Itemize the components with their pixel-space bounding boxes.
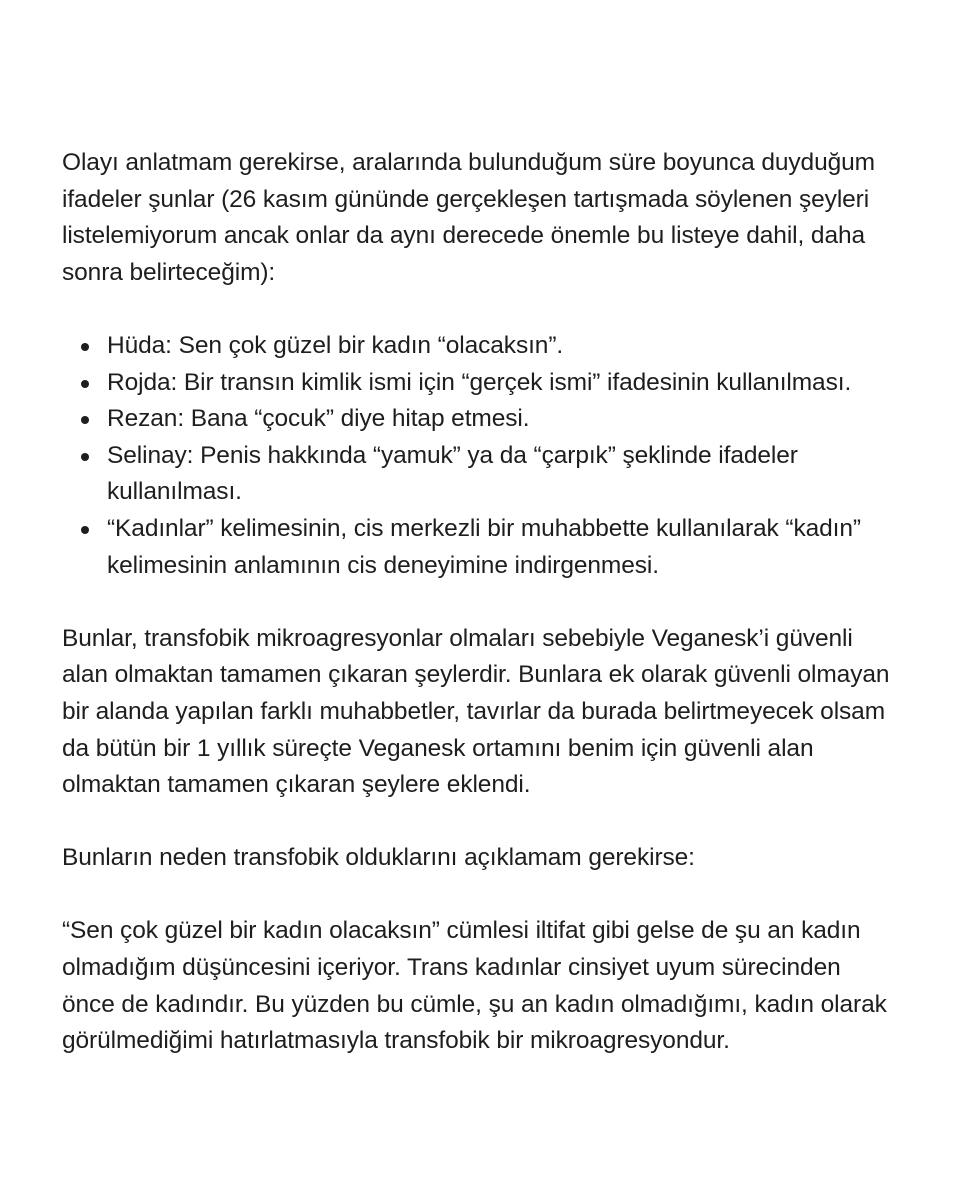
list-item <box>107 365 900 402</box>
list-item-text: Rezan: Bana “çocuk” diye hitap etmesi. <box>107 405 530 433</box>
spacer <box>62 877 900 914</box>
list-item-text: Hüda: Sen çok güzel bir kadın “olacaksın”. <box>107 331 564 359</box>
reasoning-paragraph: “Sen çok güzel bir kadın olacaksın” cümlesi iltifat gibi gelse de şu an kadın olmadığım düşüncesini içeriyor. Trans kadınlar cinsiyet uyum sürecinden önce de kadındır. Bu yüzden bu cümle, şu an kadın olmadığımı, kadın olarak görülmediğimi hatırlatmasıyla transfobik bir mikroagresyondur. <box>62 917 887 1055</box>
list-item-text: Selinay: Penis hakkında “yamuk” ya da “çarpık” şeklinde ifadeler kullanılması. <box>107 441 798 506</box>
bullet-icon <box>81 380 89 388</box>
bullet-icon <box>81 343 89 351</box>
spacer <box>62 291 900 328</box>
bullet-icon <box>81 416 89 424</box>
explanation-paragraph: Bunlar, transfobik mikroagresyonlar olmaları sebebiyle Veganesk’i güvenli alan olmaktan tamamen çıkaran şeylerdir. Bunlara ek olarak güvenli olmayan bir alanda yapılan farklı muhabbetler, tavırlar da burada belirtmeyecek olsam da bütün bir 1 yıllık süreçte Veganesk ortamını benim için güvenli alan olmaktan tamamen çıkaran şeylere eklendi. <box>62 624 890 799</box>
list-item <box>107 438 900 511</box>
spacer <box>62 804 900 841</box>
bullet-icon <box>81 526 89 534</box>
reasoning-intro: Bunların neden transfobik olduklarını açıklamam gerekirse: <box>62 844 695 872</box>
list-item <box>107 511 900 584</box>
list-item <box>107 401 900 438</box>
list-item-text: Rojda: Bir transın kimlik ismi için “gerçek ismi” ifadesinin kullanılması. <box>107 368 852 396</box>
spacer <box>62 584 900 621</box>
list-item-text: “Kadınlar” kelimesinin, cis merkezli bir muhabbette kullanılarak “kadın” kelimesinin anlamının cis deneyimine indirgenmesi. <box>107 514 861 579</box>
quote-list <box>62 328 900 584</box>
intro-paragraph: Olayı anlatmam gerekirse, aralarında bulunduğum süre boyunca duyduğum ifadeler şunlar (26 kasım gününde gerçekleşen tartışmada söylenen şeyleri listelemiyorum ancak onlar da aynı derecede önemle bu listeye dahil, daha sonra belirteceğim): <box>62 149 875 286</box>
list-item <box>107 328 900 365</box>
bullet-icon <box>81 453 89 461</box>
